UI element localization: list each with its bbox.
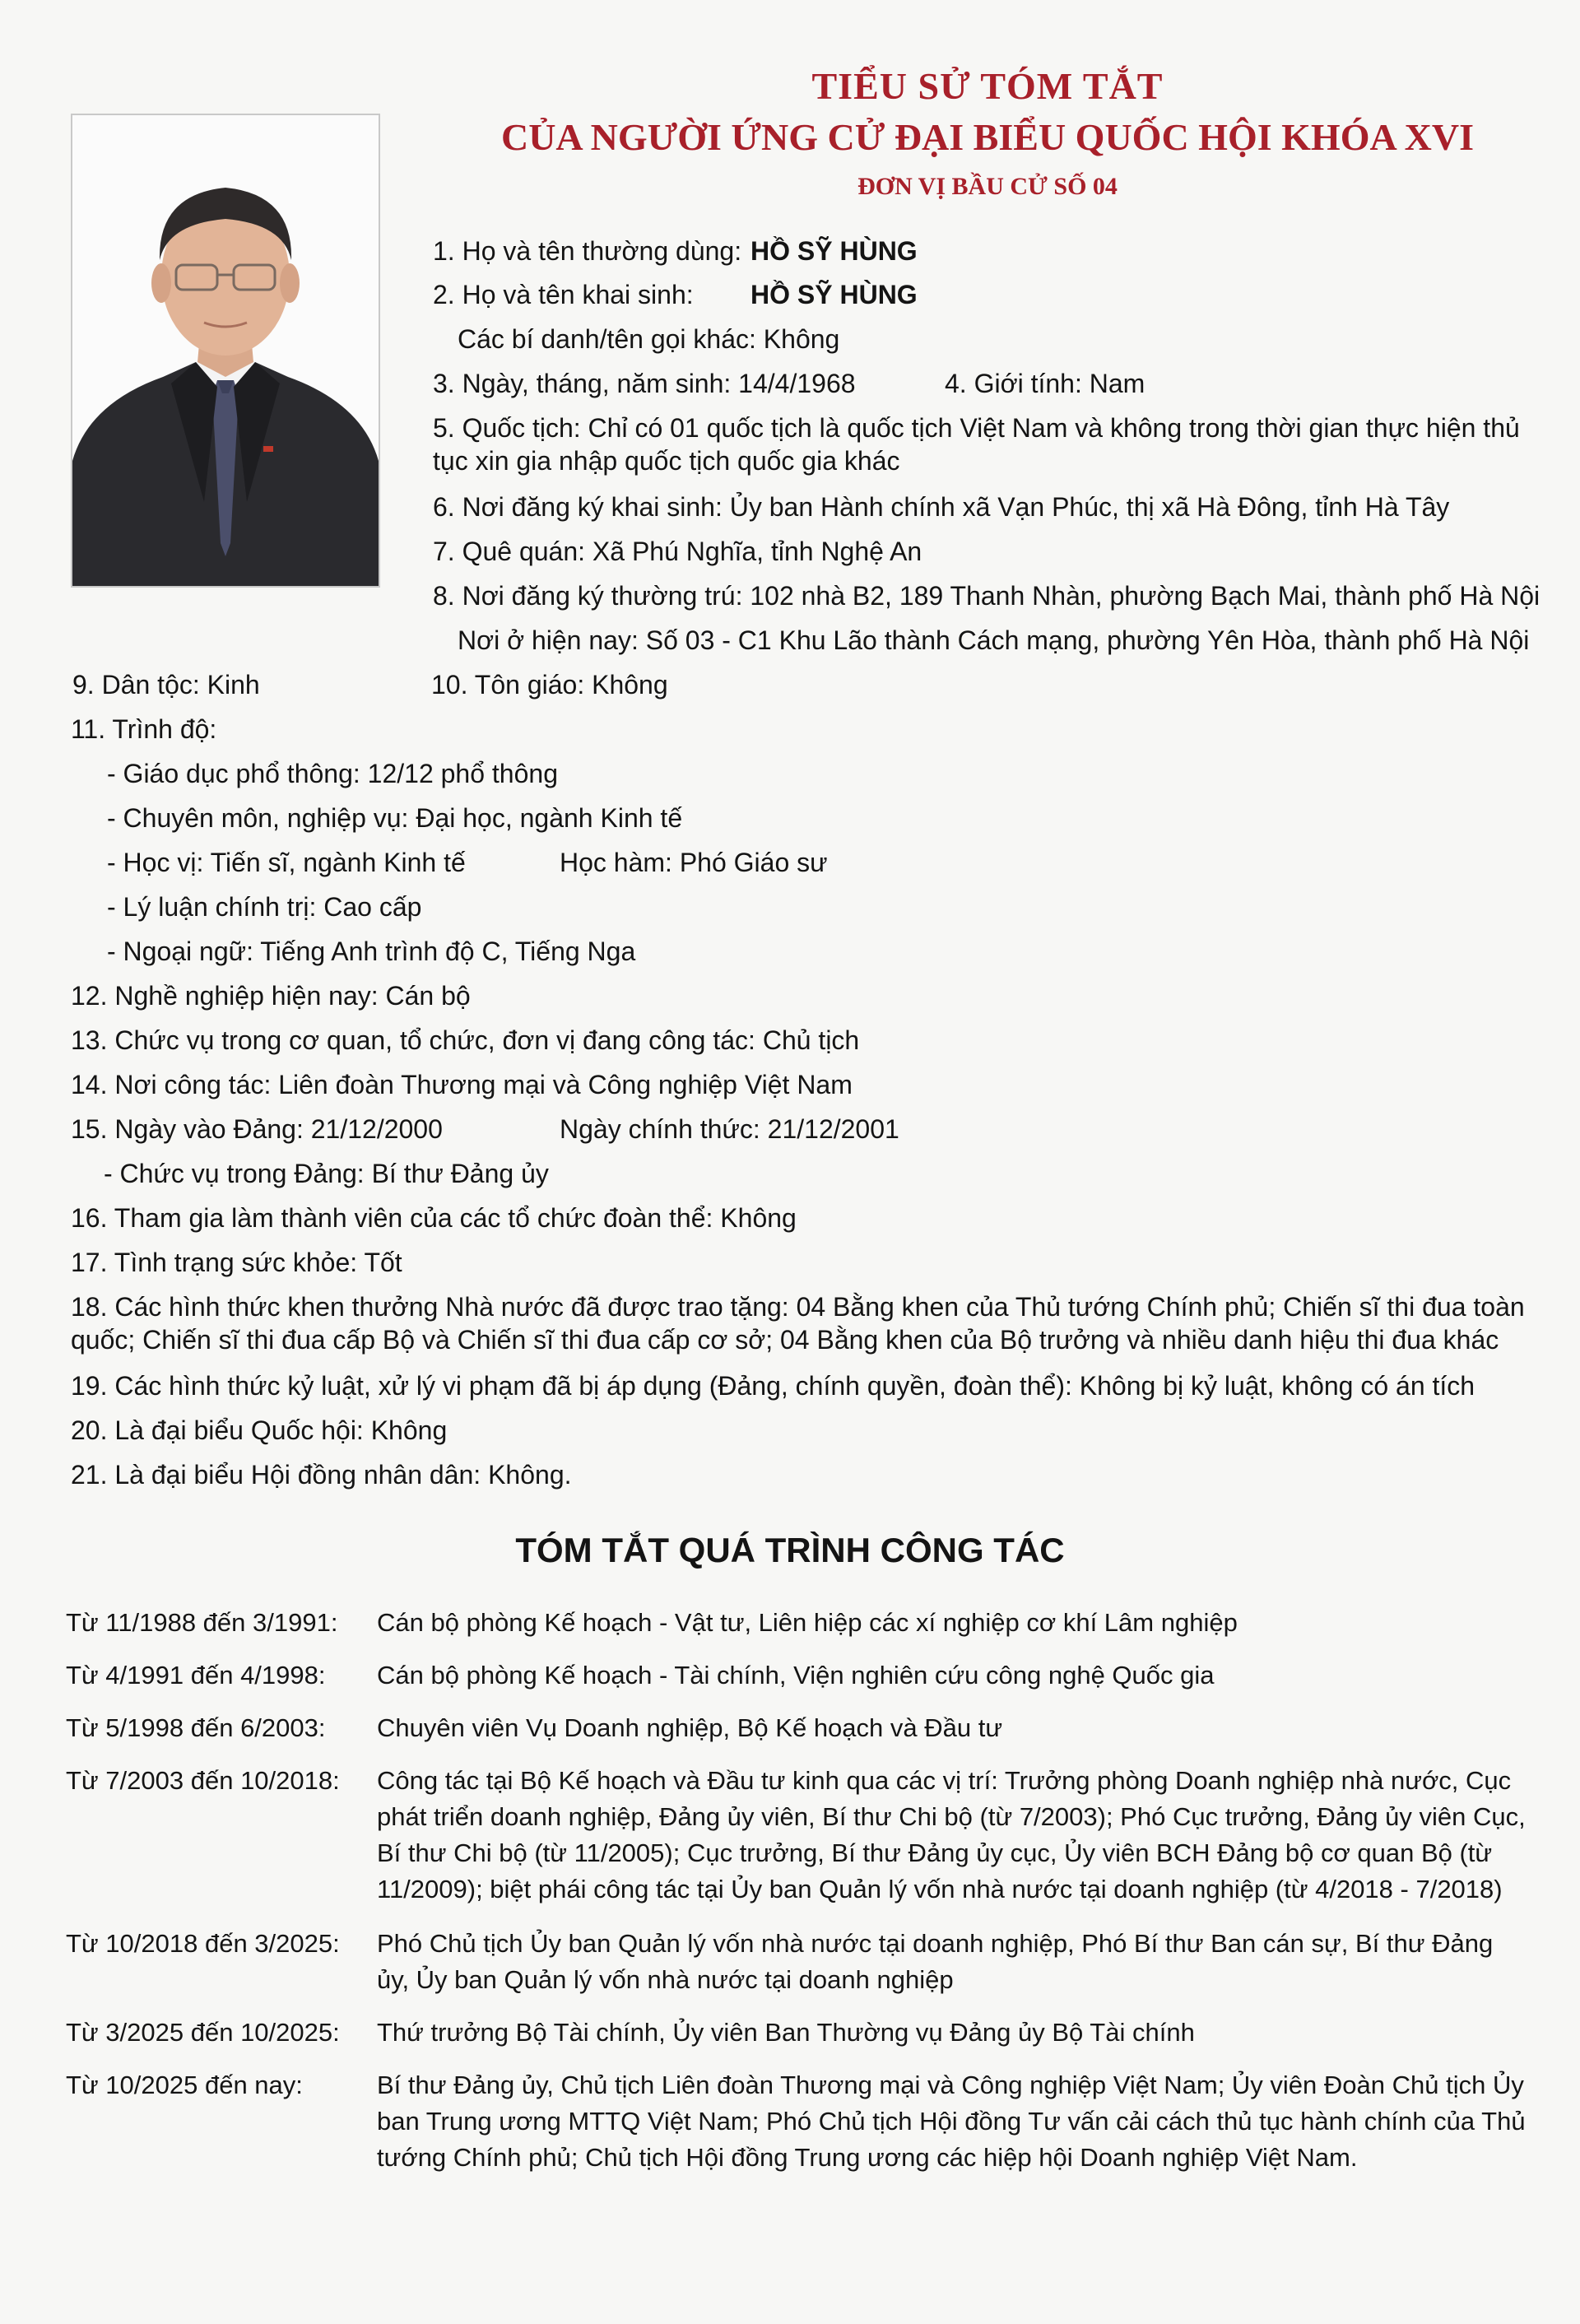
work-description: Công tác tại Bộ Kế hoạch và Đầu tư kinh qua các vị trí: Trưởng phòng Doanh nghiệp nhà nước, Cục phát triển doanh nghiệp, Đảng ủy viên, Bí thư Chi bộ (từ 7/2003); Phó Cục trưởng, Đảng ủy viên Cục, Bí thư Chi bộ (từ 11/2005); Cục trưởng, Bí thư Đảng ủy cục, Ủy viên BCH Đảng bộ cơ quan Bộ (từ 11/2009); biệt phái công tác tại Ủy ban Quản lý vốn nhà nước tại doanh nghiệp (từ 4/2018 - 7/2018) xyxy=(377,1766,1526,1903)
field-common-name-label: 1. Họ và tên thường dùng: xyxy=(433,236,742,266)
field-birth-name-value: HỒ SỸ HÙNG xyxy=(750,280,918,309)
field-birth-registration: 6. Nơi đăng ký khai sinh: Ủy ban Hành chính xã Vạn Phúc, thị xã Hà Đông, tỉnh Hà Tây xyxy=(433,492,1450,522)
field-foreign-languages: - Ngoại ngữ: Tiếng Anh trình độ C, Tiếng Nga xyxy=(107,937,636,966)
field-general-education: - Giáo dục phổ thông: 12/12 phổ thông xyxy=(107,759,558,788)
field-ethnicity: 9. Dân tộc: Kinh xyxy=(72,670,260,700)
candidate-portrait xyxy=(71,114,380,588)
work-period: Từ 3/2025 đến 10/2025: xyxy=(66,2018,340,2047)
field-party-official-date: Ngày chính thức: 21/12/2001 xyxy=(560,1114,899,1144)
field-workplace: 14. Nơi công tác: Liên đoàn Thương mại và Công nghiệp Việt Nam xyxy=(71,1070,853,1099)
field-awards: 18. Các hình thức khen thưởng Nhà nước đã được trao tặng: 04 Bằng khen của Thủ tướng Chính phủ; Chiến sĩ thi đua toàn quốc; Chiến sĩ thi đua cấp Bộ và Chiến sĩ thi đua cấp cơ sở; 04 Bằng khen của Bộ trưởng và nhiều danh hiệu thi đua khác xyxy=(71,1292,1525,1355)
electoral-unit: ĐƠN VỊ BẦU CỬ SỐ 04 xyxy=(857,173,1118,200)
work-period: Từ 10/2025 đến nay: xyxy=(66,2071,303,2099)
work-period: Từ 7/2003 đến 10/2018: xyxy=(66,1766,340,1795)
field-specialization: - Chuyên môn, nghiệp vụ: Đại học, ngành Kinh tế xyxy=(107,803,683,833)
field-nationality: 5. Quốc tịch: Chỉ có 01 quốc tịch là quốc tịch Việt Nam và không trong thời gian thực hiện thủ tục xin gia nhập quốc tịch quốc gia khác xyxy=(433,413,1520,476)
field-aliases: Các bí danh/tên gọi khác: Không xyxy=(458,324,840,354)
field-party-join-date: 15. Ngày vào Đảng: 21/12/2000 xyxy=(71,1114,443,1144)
field-peoples-council: 21. Là đại biểu Hội đồng nhân dân: Không. xyxy=(71,1460,572,1490)
work-period: Từ 5/1998 đến 6/2003: xyxy=(66,1713,326,1742)
work-description: Chuyên viên Vụ Doanh nghiệp, Bộ Kế hoạch và Đầu tư xyxy=(377,1713,1003,1742)
field-health: 17. Tình trạng sức khỏe: Tốt xyxy=(71,1248,402,1277)
work-description: Cán bộ phòng Kế hoạch - Tài chính, Viện nghiên cứu công nghệ Quốc gia xyxy=(377,1661,1215,1690)
work-description: Bí thư Đảng ủy, Chủ tịch Liên đoàn Thương mại và Công nghiệp Việt Nam; Ủy viên Đoàn Chủ tịch Ủy ban Trung ương MTTQ Việt Nam; Phó Chủ tịch Hội đồng Tư vấn cải cách thủ tục hành chính của Thủ tướng Chính phủ; Chủ tịch Hội đồng Trung ương các hiệp hội Doanh nghiệp Việt Nam. xyxy=(377,2071,1526,2172)
work-description: Cán bộ phòng Kế hoạch - Vật tư, Liên hiệp các xí nghiệp cơ khí Lâm nghiệp xyxy=(377,1608,1238,1637)
field-education-heading: 11. Trình độ: xyxy=(71,714,217,744)
work-history-heading: TÓM TẮT QUÁ TRÌNH CÔNG TÁC xyxy=(515,1531,1065,1569)
field-hometown: 7. Quê quán: Xã Phú Nghĩa, tỉnh Nghệ An xyxy=(433,537,922,566)
field-permanent-residence: 8. Nơi đăng ký thường trú: 102 nhà B2, 189 Thanh Nhàn, phường Bạch Mai, thành phố Hà Nội xyxy=(433,581,1540,611)
work-description: Thứ trưởng Bộ Tài chính, Ủy viên Ban Thường vụ Đảng ủy Bộ Tài chính xyxy=(377,2018,1195,2047)
field-discipline: 19. Các hình thức kỷ luật, xử lý vi phạm đã bị áp dụng (Đảng, chính quyền, đoàn thể): Không bị kỷ luật, không có án tích xyxy=(71,1371,1475,1401)
field-political-theory: - Lý luận chính trị: Cao cấp xyxy=(107,892,422,922)
field-religion: 10. Tôn giáo: Không xyxy=(431,670,668,700)
field-birth-name-label: 2. Họ và tên khai sinh: xyxy=(433,280,694,309)
document-title: TIỂU SỬ TÓM TẮT xyxy=(811,65,1164,107)
field-common-name-value: HỒ SỸ HÙNG xyxy=(750,236,918,266)
field-position: 13. Chức vụ trong cơ quan, tổ chức, đơn vị đang công tác: Chủ tịch xyxy=(71,1025,860,1055)
field-gender: 4. Giới tính: Nam xyxy=(945,369,1146,398)
work-period: Từ 11/1988 đến 3/1991: xyxy=(66,1608,338,1637)
field-occupation: 12. Nghề nghiệp hiện nay: Cán bộ xyxy=(71,981,471,1011)
field-degree: - Học vị: Tiến sĩ, ngành Kinh tế xyxy=(107,848,466,877)
field-current-residence: Nơi ở hiện nay: Số 03 - C1 Khu Lão thành Cách mạng, phường Yên Hòa, thành phố Hà Nội xyxy=(458,625,1530,655)
work-description: Phó Chủ tịch Ủy ban Quản lý vốn nhà nước tại doanh nghiệp, Phó Bí thư Ban cán sự, Bí thư Đảng ủy, Ủy ban Quản lý vốn nhà nước tại doanh nghiệp xyxy=(377,1929,1494,1994)
document-subtitle: CỦA NGƯỜI ỨNG CỬ ĐẠI BIỂU QUỐC HỘI KHÓA XVI xyxy=(500,116,1474,158)
work-period: Từ 10/2018 đến 3/2025: xyxy=(66,1929,340,1958)
field-party-position: - Chức vụ trong Đảng: Bí thư Đảng ủy xyxy=(104,1159,549,1188)
field-academic-title: Học hàm: Phó Giáo sư xyxy=(560,848,828,877)
field-birth-date: 3. Ngày, tháng, năm sinh: 14/4/1968 xyxy=(433,369,856,398)
field-national-assembly: 20. Là đại biểu Quốc hội: Không xyxy=(71,1415,448,1445)
field-organizations: 16. Tham gia làm thành viên của các tổ chức đoàn thể: Không xyxy=(71,1203,797,1233)
work-period: Từ 4/1991 đến 4/1998: xyxy=(66,1661,326,1690)
